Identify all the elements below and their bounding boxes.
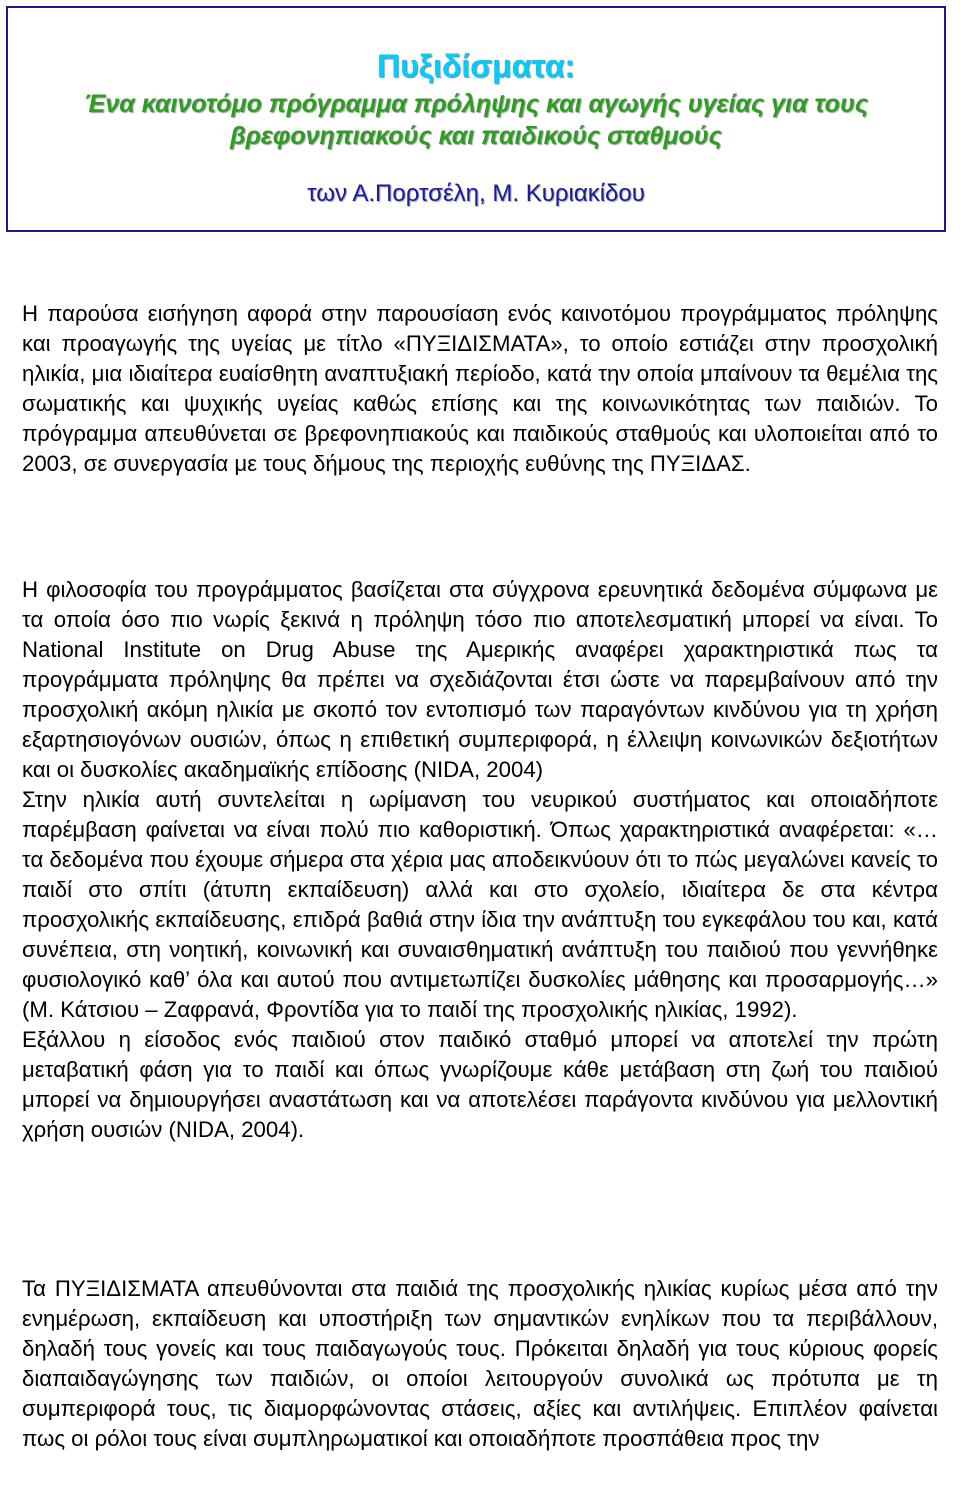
paragraph-4-text: Εξάλλου η είσοδος ενός παιδιού στον παιδικό σταθμό μπορεί να αποτελεί την πρώτη μεταβατική φάση για το παιδί και όπως γνωρίζουμε κάθε μετάβαση στη ζωή του παιδιού μπορεί να δημιουργήσει αναστάτωση και να αποτελέσει παράγοντα κινδύνου για μελλοντική χρήση ουσιών (NIDA, 2004). [22,1027,938,1142]
document-title: Πυξιδίσματα: [376,48,576,84]
title-box [6,6,946,232]
document-authors: των Α.Πορτσέλη, Μ. Κυριακίδου [307,180,645,207]
paragraph-5-text: Τα ΠΥΞΙΔΙΣΜΑΤΑ απευθύνονται στα παιδιά της προσχολικής ηλικίας κυρίως μέσα από την ενημέρωση, εκπαίδευση και υποστήριξη των σημαντικών ενηλίκων που τα περιβάλλουν, δηλαδή τους γονείς και τους παιδαγωγούς τους. Πρόκειται δηλαδή για τους κύριους φορείς διαπαιδαγώγησης των παιδιών, οι οποίοι λειτουργούν συνολικά ως πρότυπα με τη συμπεριφορά τους, τις διαμορφώνοντας στάσεις, αξίες και αντιλήψεις. Επιπλέον φαίνεται πως οι ρόλοι τους είναι συμπληρωματικοί και οποιαδήποτε προσπάθεια προς την [22,1276,938,1451]
paragraph-target [22,1274,938,1454]
paragraph-intro [22,299,938,479]
paragraph-2-text: Η φιλοσοφία του προγράμματος βασίζεται στα σύγχρονα ερευνητικά δεδομένα σύμφωνα με τα οποία όσο πιο νωρίς ξεκινά η πρόληψη τόσο πιο αποτελεσματική μπορεί να είναι. Το National Institute on Drug Abuse της Αμερικής αναφέρει χαρακτηριστικά πως τα προγράμματα πρόληψης θα πρέπει να σχεδιάζονται έτσι ώστε να παρεμβαίνουν από την προσχολική ακόμη ηλικία με σκοπό τον εντοπισμό των παραγόντων κινδύνου για τη χρήση εξαρτησιογόνων ουσιών, όπως η επιθετική συμπεριφορά, η έλλειψη κοινωνικών δεξιοτήτων και οι δυσκολίες ακαδημαϊκής επίδοσης (NIDA, 2004) [22,577,938,782]
paragraph-philosophy [22,575,938,1145]
paragraph-3-text: Στην ηλικία αυτή συντελείται η ωρίμανση του νευρικού συστήματος και οποιαδήποτε παρέμβαση φαίνεται να είναι πολύ πιο καθοριστική. Όπως χαρακτηριστικά αναφέρεται: «… τα δεδομένα που έχουμε σήμερα στα χέρια μας αποδεικνύουν ότι το πώς μεγαλώνει κανείς το παιδί στο σπίτι (άτυπη εκπαίδευση) αλλά και στο σχολείο, ιδιαίτερα δε στα κέντρα προσχολικής εκπαίδευσης, επιδρά βαθιά στην ίδια την ανάπτυξη του εγκεφάλου του και, κατά συνέπεια, στη νοητική, κοινωνική και συναισθηματική ανάπτυξη του παιδιού που γεννήθηκε φυσιολογικό καθ’ όλα και αυτού που αντιμετωπίζει δυσκολίες μάθησης και προσαρμογής…» (Μ. Κάτσιου – Ζαφρανά, Φροντίδα για το παιδί της προσχολικής ηλικίας, 1992). [22,787,938,1022]
paragraph-1-text: Η παρούσα εισήγηση αφορά στην παρουσίαση ενός καινοτόμου προγράμματος πρόληψης και προαγωγής της υγείας με τίτλο «ΠΥΞΙΔΙΣΜΑΤΑ», το οποίο εστιάζει στην προσχολική ηλικία, μια ιδιαίτερα ευαίσθητη αναπτυξιακή περίοδο, κατά την οποία μπαίνουν τα θεμέλια της σωματικής και ψυχικής υγείας καθώς επίσης και της κοινωνικότητας των παιδιών. Το πρόγραμμα απευθύνεται σε βρεφονηπιακούς και παιδικούς σταθμούς και υλοποιείται από το 2003, σε συνεργασία με τους δήμους της περιοχής ευθύνης της ΠΥΞΙΔΑΣ. [22,301,938,476]
document-subtitle: Ένα καινοτόμο πρόγραμμα πρόληψης και αγωγής υγείας για τους βρεφονηπιακούς και παιδικούς σταθμούς [83,90,869,150]
